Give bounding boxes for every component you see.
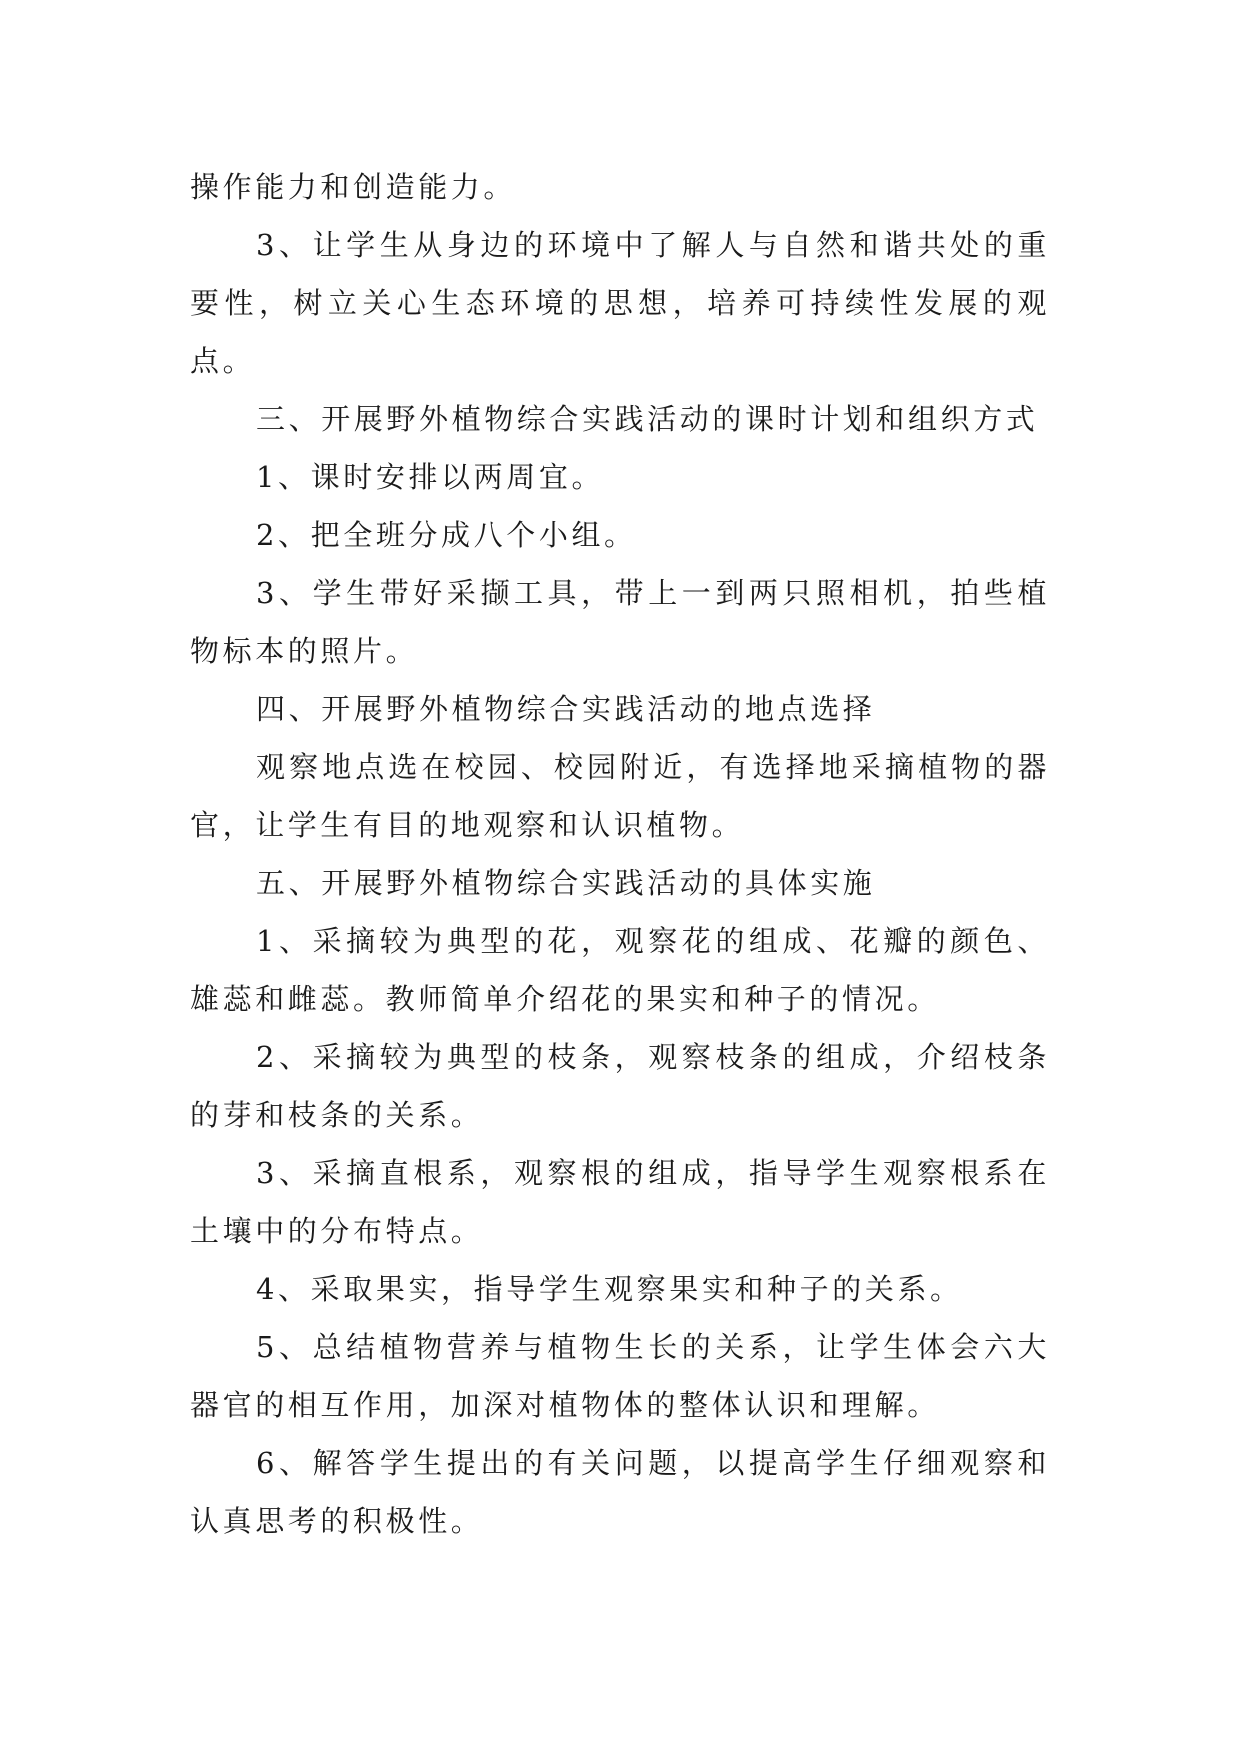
paragraph-step-5: 5、总结植物营养与植物生长的关系，让学生体会六大器官的相互作用，加深对植物体的整体认识和理解。 (190, 1330, 1050, 1422)
document-body (190, 158, 1050, 1550)
paragraph-step-3: 3、采摘直根系，观察根的组成，指导学生观察根系在土壤中的分布特点。 (190, 1156, 1050, 1248)
section-heading-4: 四、开展野外植物综合实践活动的地点选择 (256, 692, 876, 726)
paragraph-goal-3: 3、让学生从身边的环境中了解人与自然和谐共处的重要性，树立关心生态环境的思想，培养可持续性发展的观点。 (190, 228, 1050, 378)
paragraph-step-2: 2、采摘较为典型的枝条，观察枝条的组成，介绍枝条的芽和枝条的关系。 (190, 1040, 1050, 1132)
paragraph-schedule-2: 2、把全班分成八个小组。 (256, 518, 637, 552)
paragraph-location: 观察地点选在校园、校园附近，有选择地采摘植物的器官，让学生有目的地观察和认识植物。 (190, 750, 1050, 842)
section-heading-3: 三、开展野外植物综合实践活动的课时计划和组织方式 (256, 402, 1039, 436)
paragraph-step-6: 6、解答学生提出的有关问题，以提高学生仔细观察和认真思考的积极性。 (190, 1446, 1050, 1538)
section-heading-5: 五、开展野外植物综合实践活动的具体实施 (256, 866, 876, 900)
paragraph-schedule-3: 3、学生带好采撷工具，带上一到两只照相机，拍些植物标本的照片。 (190, 576, 1050, 668)
paragraph-step-1: 1、采摘较为典型的花，观察花的组成、花瓣的颜色、雄蕊和雌蕊。教师简单介绍花的果实和种子的情况。 (190, 924, 1050, 1016)
paragraph-continuation: 操作能力和创造能力。 (190, 170, 517, 204)
paragraph-step-4: 4、采取果实，指导学生观察果实和种子的关系。 (256, 1272, 963, 1306)
paragraph-schedule-1: 1、课时安排以两周宜。 (256, 460, 605, 494)
